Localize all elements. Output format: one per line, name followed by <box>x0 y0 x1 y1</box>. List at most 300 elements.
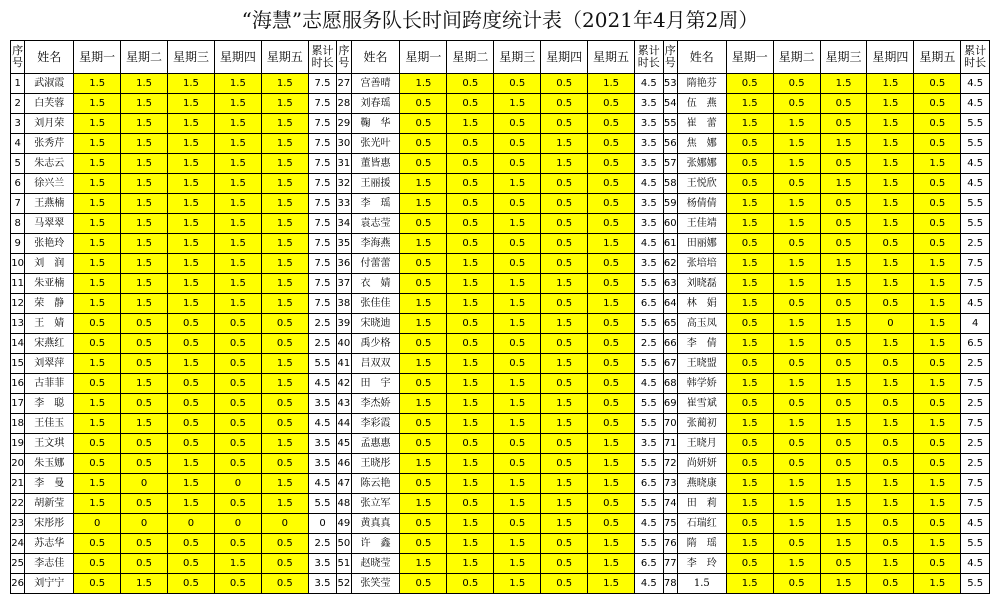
name-cell: 赵晓莹 <box>351 554 400 574</box>
tue-cell: 1.5 <box>773 514 820 534</box>
total-cell: 4.5 <box>635 234 664 254</box>
thu-cell: 0.5 <box>867 534 914 554</box>
seq-cell: 52 <box>337 574 351 594</box>
fri-cell: 1.5 <box>261 274 308 294</box>
name-cell: 杨倩倩 <box>677 194 726 214</box>
thu-cell: 0.5 <box>541 194 588 214</box>
tue-cell: 1.5 <box>773 134 820 154</box>
thu-cell: 1.5 <box>214 254 261 274</box>
table-row <box>11 94 990 114</box>
thu-cell: 0.5 <box>867 514 914 534</box>
total-cell: 7.5 <box>308 174 337 194</box>
wed-cell: 0.5 <box>820 394 867 414</box>
mon-cell: 1.5 <box>74 414 121 434</box>
header-thu: 星期四 <box>867 41 914 74</box>
total-cell: 4.5 <box>635 574 664 594</box>
tue-cell: 1.5 <box>121 94 168 114</box>
mon-cell: 0.5 <box>74 554 121 574</box>
tue-cell: 1.5 <box>773 154 820 174</box>
fri-cell: 0 <box>261 514 308 534</box>
wed-cell: 0.5 <box>820 454 867 474</box>
seq-cell: 57 <box>663 154 677 174</box>
tue-cell: 0.5 <box>773 434 820 454</box>
fri-cell: 0.5 <box>588 114 635 134</box>
fri-cell: 1.5 <box>914 474 961 494</box>
thu-cell: 1.5 <box>541 514 588 534</box>
mon-cell: 0.5 <box>400 434 447 454</box>
name-cell: 王晓盟 <box>677 354 726 374</box>
name-cell: 朱亚楠 <box>25 274 74 294</box>
total-cell: 7.5 <box>308 134 337 154</box>
name-cell: 张笑莹 <box>351 574 400 594</box>
seq-cell: 33 <box>337 194 351 214</box>
fri-cell: 1.5 <box>588 554 635 574</box>
seq-cell: 1 <box>11 74 25 94</box>
fri-cell: 0.5 <box>914 74 961 94</box>
mon-cell: 0.5 <box>726 74 773 94</box>
thu-cell: 0.5 <box>867 574 914 594</box>
wed-cell: 0.5 <box>820 354 867 374</box>
name-cell: 崔 蕾 <box>677 114 726 134</box>
mon-cell: 0.5 <box>74 454 121 474</box>
mon-cell: 1.5 <box>726 574 773 594</box>
tue-cell: 1.5 <box>447 394 494 414</box>
name-cell: 许 鑫 <box>351 534 400 554</box>
wed-cell: 0.5 <box>168 554 215 574</box>
fri-cell: 0.5 <box>261 454 308 474</box>
seq-cell: 8 <box>11 214 25 234</box>
fri-cell: 1.5 <box>261 254 308 274</box>
thu-cell: 1.5 <box>214 174 261 194</box>
mon-cell: 0.5 <box>726 514 773 534</box>
tue-cell: 1.5 <box>447 294 494 314</box>
thu-cell: 0.5 <box>867 434 914 454</box>
tue-cell: 0.5 <box>121 534 168 554</box>
wed-cell: 0.5 <box>168 334 215 354</box>
thu-cell: 1.5 <box>541 314 588 334</box>
thu-cell: 0.5 <box>214 494 261 514</box>
thu-cell: 0.5 <box>214 334 261 354</box>
total-cell: 3.5 <box>635 134 664 154</box>
wed-cell: 1.5 <box>494 574 541 594</box>
wed-cell: 1.5 <box>168 234 215 254</box>
name-cell: 李 倩 <box>677 334 726 354</box>
tue-cell: 0.5 <box>447 314 494 334</box>
table-row <box>11 374 990 394</box>
tue-cell: 1.5 <box>121 194 168 214</box>
thu-cell: 0 <box>867 314 914 334</box>
fri-cell: 0.5 <box>588 394 635 414</box>
total-cell: 7.5 <box>961 474 990 494</box>
tue-cell: 1.5 <box>121 114 168 134</box>
tue-cell: 0.5 <box>447 94 494 114</box>
header-wed: 星期三 <box>494 41 541 74</box>
total-cell: 7.5 <box>961 374 990 394</box>
seq-cell: 6 <box>11 174 25 194</box>
wed-cell: 1.5 <box>494 474 541 494</box>
tue-cell: 0.5 <box>121 554 168 574</box>
thu-cell: 1.5 <box>541 274 588 294</box>
wed-cell: 1.5 <box>168 94 215 114</box>
fri-cell: 1.5 <box>261 214 308 234</box>
tue-cell: 0.5 <box>121 394 168 414</box>
tue-cell: 1.5 <box>773 274 820 294</box>
mon-cell: 1.5 <box>726 534 773 554</box>
fri-cell: 0.5 <box>914 214 961 234</box>
fri-cell: 0.5 <box>588 334 635 354</box>
tue-cell: 1.5 <box>773 254 820 274</box>
seq-cell: 7 <box>11 194 25 214</box>
seq-cell: 71 <box>663 434 677 454</box>
fri-cell: 0.5 <box>914 234 961 254</box>
wed-cell: 1.5 <box>820 174 867 194</box>
name-cell: 刘 润 <box>25 254 74 274</box>
seq-cell: 64 <box>663 294 677 314</box>
thu-cell: 0.5 <box>541 254 588 274</box>
seq-cell: 38 <box>337 294 351 314</box>
seq-cell: 61 <box>663 234 677 254</box>
seq-cell: 58 <box>663 174 677 194</box>
tue-cell: 0.5 <box>773 174 820 194</box>
seq-cell: 51 <box>337 554 351 574</box>
fri-cell: 1.5 <box>914 274 961 294</box>
total-cell: 4.5 <box>308 374 337 394</box>
name-cell: 王 婧 <box>25 314 74 334</box>
name-cell: 禹少格 <box>351 334 400 354</box>
tue-cell: 0 <box>121 474 168 494</box>
tue-cell: 1.5 <box>773 554 820 574</box>
total-cell: 7.5 <box>308 214 337 234</box>
tue-cell: 1.5 <box>773 474 820 494</box>
tue-cell: 0 <box>121 514 168 534</box>
wed-cell: 1.5 <box>168 134 215 154</box>
fri-cell: 1.5 <box>261 494 308 514</box>
total-cell: 3.5 <box>308 434 337 454</box>
name-cell: 隋艳芬 <box>677 74 726 94</box>
tue-cell: 1.5 <box>773 194 820 214</box>
thu-cell: 1.5 <box>867 134 914 154</box>
thu-cell: 0.5 <box>867 294 914 314</box>
table-row <box>11 434 990 454</box>
thu-cell: 0.5 <box>214 394 261 414</box>
mon-cell: 0.5 <box>400 514 447 534</box>
mon-cell: 1.5 <box>74 494 121 514</box>
wed-cell: 1.5 <box>168 354 215 374</box>
tue-cell: 1.5 <box>447 474 494 494</box>
header-fri: 星期五 <box>261 41 308 74</box>
tue-cell: 1.5 <box>447 534 494 554</box>
thu-cell: 0.5 <box>867 394 914 414</box>
total-cell: 4.5 <box>308 414 337 434</box>
name-cell: 张娜娜 <box>677 154 726 174</box>
fri-cell: 1.5 <box>588 474 635 494</box>
fri-cell: 1.5 <box>914 254 961 274</box>
thu-cell: 0.5 <box>541 294 588 314</box>
fri-cell: 0.5 <box>588 354 635 374</box>
seq-cell: 35 <box>337 234 351 254</box>
thu-cell: 1.5 <box>867 414 914 434</box>
table-row <box>11 354 990 374</box>
fri-cell: 0.5 <box>588 154 635 174</box>
total-cell: 7.5 <box>961 494 990 514</box>
tue-cell: 1.5 <box>773 494 820 514</box>
thu-cell: 0.5 <box>214 414 261 434</box>
table-row <box>11 74 990 94</box>
thu-cell: 1.5 <box>541 354 588 374</box>
mon-cell: 0.5 <box>726 394 773 414</box>
fri-cell: 1.5 <box>914 534 961 554</box>
seq-cell: 26 <box>11 574 25 594</box>
wed-cell: 1.5 <box>494 174 541 194</box>
tue-cell: 1.5 <box>121 374 168 394</box>
fri-cell: 0.5 <box>588 174 635 194</box>
wed-cell: 0.5 <box>820 94 867 114</box>
header-name: 姓名 <box>25 41 74 74</box>
name-cell: 袁志莹 <box>351 214 400 234</box>
tue-cell: 0.5 <box>773 574 820 594</box>
wed-cell: 1.5 <box>494 374 541 394</box>
seq-cell: 12 <box>11 294 25 314</box>
fri-cell: 1.5 <box>261 94 308 114</box>
table-row <box>11 254 990 274</box>
mon-cell: 1.5 <box>74 74 121 94</box>
name-cell: 孟惠惠 <box>351 434 400 454</box>
seq-cell: 75 <box>663 514 677 534</box>
mon-cell: 1.5 <box>400 454 447 474</box>
wed-cell: 1.5 <box>168 474 215 494</box>
thu-cell: 1.5 <box>541 474 588 494</box>
seq-cell: 36 <box>337 254 351 274</box>
name-cell: 王晓彤 <box>351 454 400 474</box>
fri-cell: 0.5 <box>588 214 635 234</box>
fri-cell: 0.5 <box>588 414 635 434</box>
seq-cell: 62 <box>663 254 677 274</box>
seq-cell: 17 <box>11 394 25 414</box>
seq-cell: 45 <box>337 434 351 454</box>
seq-cell: 14 <box>11 334 25 354</box>
fri-cell: 0.5 <box>261 554 308 574</box>
thu-cell: 1.5 <box>541 494 588 514</box>
mon-cell: 0.5 <box>726 454 773 474</box>
name-cell: 武淑霞 <box>25 74 74 94</box>
total-cell: 7.5 <box>308 154 337 174</box>
page-title: “海慧”志愿服务队长时间跨度统计表（2021年4月第2周） <box>241 8 759 32</box>
mon-cell: 1.5 <box>74 154 121 174</box>
name-cell: 李志佳 <box>25 554 74 574</box>
thu-cell: 1.5 <box>867 274 914 294</box>
seq-cell: 56 <box>663 134 677 154</box>
fri-cell: 1.5 <box>588 534 635 554</box>
seq-cell: 55 <box>663 114 677 134</box>
thu-cell: 0.5 <box>541 454 588 474</box>
thu-cell: 0.5 <box>214 454 261 474</box>
header-wed: 星期三 <box>168 41 215 74</box>
header-wed: 星期三 <box>820 41 867 74</box>
fri-cell: 1.5 <box>588 454 635 474</box>
table-body <box>11 74 990 594</box>
name-cell: 王丽援 <box>351 174 400 194</box>
seq-cell: 49 <box>337 514 351 534</box>
seq-cell: 77 <box>663 554 677 574</box>
header-tue: 星期二 <box>447 41 494 74</box>
total-cell: 3.5 <box>635 434 664 454</box>
name-cell: 李 聪 <box>25 394 74 414</box>
thu-cell: 0.5 <box>214 374 261 394</box>
mon-cell: 1.5 <box>74 114 121 134</box>
name-cell: 燕晓康 <box>677 474 726 494</box>
seq-cell: 31 <box>337 154 351 174</box>
seq-cell: 13 <box>11 314 25 334</box>
mon-cell: 1.5 <box>400 354 447 374</box>
wed-cell: 0.5 <box>494 254 541 274</box>
wed-cell: 1.5 <box>494 294 541 314</box>
total-cell: 5.5 <box>961 194 990 214</box>
name-cell: 刘春瑶 <box>351 94 400 114</box>
name-cell: 张艳玲 <box>25 234 74 254</box>
table-row <box>11 214 990 234</box>
mon-cell: 0.5 <box>74 314 121 334</box>
total-cell: 0 <box>308 514 337 534</box>
seq-cell: 72 <box>663 454 677 474</box>
header-seq: 序号 <box>337 41 351 74</box>
thu-cell: 1.5 <box>867 174 914 194</box>
name-cell: 田丽娜 <box>677 234 726 254</box>
seq-cell: 3 <box>11 114 25 134</box>
table-header <box>11 41 990 74</box>
total-cell: 4.5 <box>961 74 990 94</box>
wed-cell: 1.5 <box>820 514 867 534</box>
name-cell: 张佳佳 <box>351 294 400 314</box>
total-cell: 7.5 <box>961 274 990 294</box>
name-cell: 胡新莹 <box>25 494 74 514</box>
thu-cell: 0.5 <box>214 434 261 454</box>
tue-cell: 1.5 <box>447 554 494 574</box>
fri-cell: 0.5 <box>588 94 635 114</box>
thu-cell: 1.5 <box>867 334 914 354</box>
total-cell: 2.5 <box>961 394 990 414</box>
seq-cell: 69 <box>663 394 677 414</box>
wed-cell: 1.5 <box>820 134 867 154</box>
name-cell: 刘晓磊 <box>677 274 726 294</box>
tue-cell: 0.5 <box>121 314 168 334</box>
total-cell: 6.5 <box>635 294 664 314</box>
seq-cell: 19 <box>11 434 25 454</box>
fri-cell: 0.5 <box>261 394 308 414</box>
seq-cell: 47 <box>337 474 351 494</box>
name-cell: 荣 静 <box>25 294 74 314</box>
tue-cell: 1.5 <box>773 214 820 234</box>
total-cell: 2.5 <box>961 234 990 254</box>
fri-cell: 1.5 <box>261 354 308 374</box>
mon-cell: 0.5 <box>726 554 773 574</box>
total-cell: 3.5 <box>635 114 664 134</box>
mon-cell: 0.5 <box>74 434 121 454</box>
total-cell: 7.5 <box>308 294 337 314</box>
seq-cell: 60 <box>663 214 677 234</box>
fri-cell: 0.5 <box>914 194 961 214</box>
total-cell: 3.5 <box>635 214 664 234</box>
mon-cell: 1.5 <box>726 94 773 114</box>
seq-cell: 59 <box>663 194 677 214</box>
name-cell: 古菲菲 <box>25 374 74 394</box>
tue-cell: 0.5 <box>447 134 494 154</box>
mon-cell: 1.5 <box>74 214 121 234</box>
fri-cell: 0.5 <box>588 494 635 514</box>
table-row <box>11 334 990 354</box>
fri-cell: 0.5 <box>914 354 961 374</box>
tue-cell: 1.5 <box>121 414 168 434</box>
fri-cell: 1.5 <box>588 574 635 594</box>
mon-cell: 0.5 <box>726 174 773 194</box>
fri-cell: 1.5 <box>914 314 961 334</box>
wed-cell: 0.5 <box>820 294 867 314</box>
total-cell: 4.5 <box>308 474 337 494</box>
tue-cell: 0.5 <box>447 174 494 194</box>
fri-cell: 0.5 <box>914 174 961 194</box>
tue-cell: 1.5 <box>121 274 168 294</box>
name-cell: 伍 燕 <box>677 94 726 114</box>
thu-cell: 0.5 <box>541 174 588 194</box>
thu-cell: 0.5 <box>214 354 261 374</box>
name-cell: 宋燕红 <box>25 334 74 354</box>
tue-cell: 0.5 <box>447 234 494 254</box>
name-cell: 刘翠萍 <box>25 354 74 374</box>
wed-cell: 0.5 <box>820 114 867 134</box>
name-cell: 马翠翠 <box>25 214 74 234</box>
total-cell: 4.5 <box>961 174 990 194</box>
fri-cell: 1.5 <box>261 114 308 134</box>
mon-cell: 1.5 <box>74 254 121 274</box>
name-cell: 吕双双 <box>351 354 400 374</box>
mon-cell: 0.5 <box>726 134 773 154</box>
fri-cell: 1.5 <box>588 294 635 314</box>
name-cell: 王晓月 <box>677 434 726 454</box>
name-cell: 焦 娜 <box>677 134 726 154</box>
name-cell: 张立军 <box>351 494 400 514</box>
wed-cell: 0.5 <box>494 74 541 94</box>
total-cell: 7.5 <box>308 254 337 274</box>
seq-cell: 30 <box>337 134 351 154</box>
thu-cell: 1.5 <box>214 134 261 154</box>
tue-cell: 0.5 <box>773 234 820 254</box>
mon-cell: 1.5 <box>726 374 773 394</box>
wed-cell: 0.5 <box>820 194 867 214</box>
total-cell: 7.5 <box>308 94 337 114</box>
thu-cell: 0.5 <box>541 234 588 254</box>
mon-cell: 1.5 <box>726 494 773 514</box>
fri-cell: 1.5 <box>914 334 961 354</box>
thu-cell: 1.5 <box>214 214 261 234</box>
name-cell: 衣 婧 <box>351 274 400 294</box>
mon-cell: 0.5 <box>726 234 773 254</box>
wed-cell: 1.5 <box>494 414 541 434</box>
tue-cell: 0.5 <box>773 354 820 374</box>
mon-cell: 0.5 <box>74 574 121 594</box>
total-cell: 3.5 <box>635 154 664 174</box>
header-total: 累计时长 <box>961 41 990 74</box>
tue-cell: 1.5 <box>121 574 168 594</box>
table-row <box>11 394 990 414</box>
wed-cell: 0.5 <box>168 534 215 554</box>
wed-cell: 1.5 <box>494 534 541 554</box>
thu-cell: 1.5 <box>867 554 914 574</box>
fri-cell: 0.5 <box>914 134 961 154</box>
total-cell: 7.5 <box>308 74 337 94</box>
table-row <box>11 514 990 534</box>
wed-cell: 0.5 <box>494 334 541 354</box>
thu-cell: 0.5 <box>541 534 588 554</box>
name-cell: 苏志华 <box>25 534 74 554</box>
